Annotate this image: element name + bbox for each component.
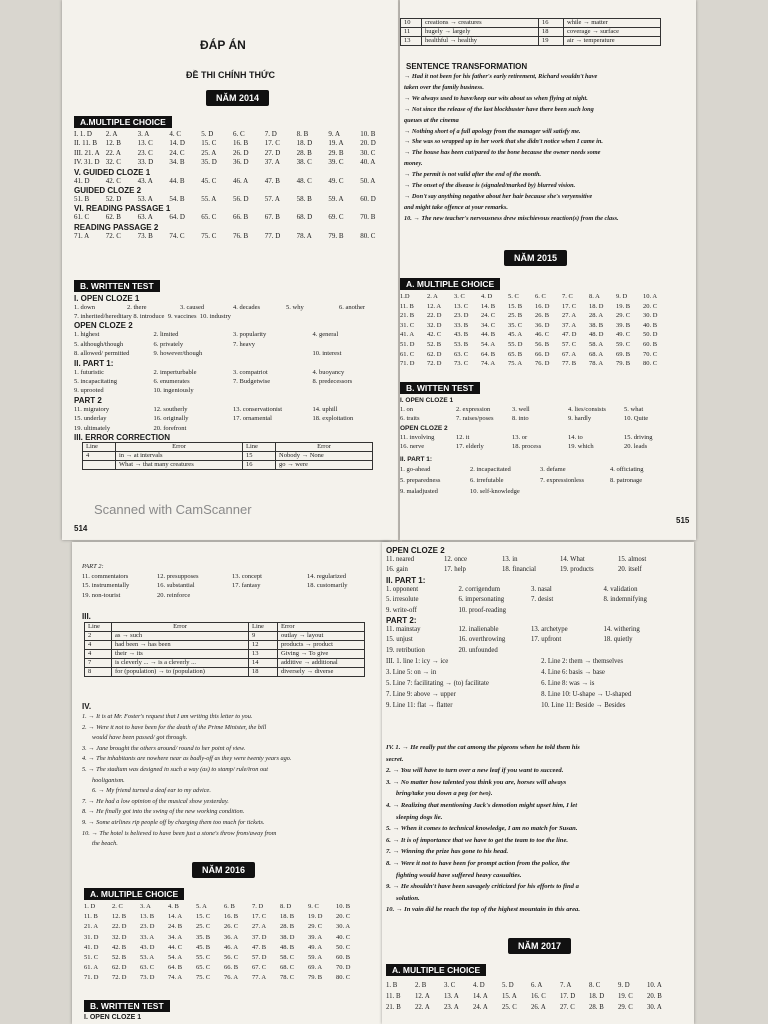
section-label: READING PASSAGE 2 bbox=[74, 222, 159, 232]
answer-row: 5. Line 7: facilitating → (to) facilitate 6. Line 8: was → is bbox=[386, 680, 595, 688]
year-badge-2016: NĂM 2016 bbox=[192, 862, 255, 878]
error-correction-table bbox=[84, 622, 365, 677]
written-test-header-2015: B. WITTEN TEST bbox=[400, 382, 480, 394]
written-test-header-2014: B. WRITTEN TEST bbox=[74, 280, 160, 292]
answer-line: hooliganism. bbox=[92, 776, 125, 784]
answer-row: 41. D 42. C 43. A 44. B 45. C 46. A 47. B 48. C 49. C 50. A bbox=[74, 176, 376, 185]
year-badge-2014: NĂM 2014 bbox=[206, 90, 269, 106]
page-number: 514 bbox=[74, 524, 88, 533]
section-label: SENTENCE TRANSFORMATION bbox=[406, 62, 528, 71]
mc-answers-2016 bbox=[84, 902, 364, 984]
answer-line: → Nothing short of a full apology from the manager will satisfy me. bbox=[404, 127, 581, 135]
answer-line: 5. → When it comes to technical knowledge, I am no match for Susan. bbox=[386, 825, 578, 833]
answer-line: 7. → He had a low opinion of the musical show yesterday. bbox=[82, 797, 229, 805]
answer-row: 3. Line 5: on → in 4. Line 6: basis → base bbox=[386, 669, 605, 677]
answer-row: 15. unjust 16. overthrowing 17. upfront 18. quietly bbox=[386, 636, 633, 644]
answer-line: 10. → The new teacher's nervousness drew mischievous reaction(s) from the class. bbox=[404, 214, 619, 222]
mc-header-2015: A. MULTIPLE CHOICE bbox=[400, 278, 500, 290]
table-row: 7 is cleverly ... → is a cleverly ... 14 additive → additional bbox=[85, 659, 365, 668]
answer-row: 16. nerve 17. elderly 18. process 19. which 20. leads bbox=[400, 443, 648, 451]
answer-line: 5. → The stadium was designed in such a way (as) to stamp/ rule/iron out bbox=[82, 765, 269, 773]
answer-row: 5. although/though 6. privately 7. heavy bbox=[74, 340, 256, 348]
section-label: OPEN CLOZE 2 bbox=[74, 321, 133, 331]
answer-row: 6. traits 7. raises/poses 8. into 9. hardly 10. Quite bbox=[400, 415, 649, 423]
answer-row: 11. B 12. B 13. B 14. A 15. C 16. B 17. C 18. B 19. D 20. C bbox=[84, 913, 351, 921]
answer-line: 3. → Jane brought the others around/ round to her point of view. bbox=[82, 744, 246, 752]
answer-line: sleeping dogs lie. bbox=[396, 813, 443, 821]
answer-line: money. bbox=[404, 160, 423, 168]
section-label: PART 2 bbox=[74, 395, 102, 405]
answer-row: 51. C 52. B 53. A 54. A 55. C 56. C 57. D 58. C 59. A 60. B bbox=[84, 954, 351, 962]
section-label: OPEN CLOZE 2 bbox=[400, 424, 448, 432]
answer-line: → The house has been cut/pared to the bone because the owner needs some bbox=[404, 149, 601, 157]
answer-line: 8. → Were it not to have been for prompt action from the police, the bbox=[386, 859, 570, 867]
sentence-transformation-answers bbox=[82, 712, 292, 850]
answer-line: → We always used to have/keep our wits about us when flying at night. bbox=[404, 94, 588, 102]
answer-row: 61. C 62. B 63. A 64. D 65. C 66. B 67. B 68. D 69. C 70. B bbox=[74, 213, 376, 222]
answer-row: 31. C 32. D 33. B 34. C 35. C 36. D 37. A 38. B 39. B 40. B bbox=[400, 321, 658, 329]
answer-title: ĐÁP ÁN bbox=[200, 38, 246, 52]
answer-row: 1. go-ahead 2. incapacitated 3. defame 4. officiating bbox=[400, 466, 644, 474]
official-exam-subtitle: ĐỀ THI CHÍNH THỨC bbox=[186, 70, 275, 80]
answer-line: → She was so wrapped up in her work that she didn't notice when I came in. bbox=[404, 138, 603, 146]
mc-answers-2015 bbox=[400, 292, 670, 369]
section-label: II. PART 1: bbox=[386, 575, 426, 585]
answer-row: 11. involving 12. it 13. or 14. to 15. driving bbox=[400, 433, 653, 441]
answer-row: 7. inherited/hereditary 8. introduce 9. vaccines 10. industry bbox=[74, 313, 231, 321]
mc-answers-2017 bbox=[386, 980, 676, 1013]
section-label: PART 2: bbox=[82, 563, 104, 570]
answer-line: the beach. bbox=[92, 840, 118, 848]
section-label: PART 2: bbox=[386, 616, 417, 626]
answer-row: 11. migratory 12. southerly 13. conservationist 14. uphill bbox=[74, 405, 338, 413]
answer-line: 10. → In vain did he reach the top of the highest mountain in this area. bbox=[386, 906, 580, 914]
written-test-header-2016: B. WRITTEN TEST bbox=[84, 1000, 170, 1012]
part2-2015 bbox=[82, 562, 382, 600]
answer-line: 9. → He shouldn't have been savagely criticized for his efforts to find a bbox=[386, 883, 579, 891]
answer-line: secret. bbox=[386, 755, 404, 763]
answer-row: IV. 31. D 32. C 33. D 34. B 35. D 36. D 37. A 38. C 39. C 40. A bbox=[74, 158, 376, 167]
page-515 bbox=[400, 0, 696, 540]
section-label: V. GUIDED CLOZE 1 bbox=[74, 167, 151, 177]
answer-row: 1. futuristic 2. imperturbable 3. compatriot 4. buoyancy bbox=[74, 368, 345, 376]
answer-line: 4. → Realizing that mentioning Jack's demotion might upset him, I let bbox=[386, 801, 578, 809]
answer-line: 4. → The inhabitants are nowhere near as badly-off as they were twenty years ago. bbox=[82, 755, 292, 763]
answer-line: bring/take you down a peg (or two). bbox=[396, 790, 493, 798]
table-header-row: Line Error Line Error bbox=[85, 623, 365, 632]
answer-line: 1. → It is at Mr. Foster's request that I am writing this letter to you. bbox=[82, 713, 253, 720]
answer-row: 19. non-tourist 20. reinforce bbox=[82, 591, 191, 599]
answer-row: 1. D 2. C 3. A 4. B 5. A 6. B 7. D 8. D 9. C 10. B bbox=[84, 903, 351, 910]
answer-row: 1. down 2. there 3. caused 4. decades 5. why 6. another bbox=[74, 304, 365, 311]
answer-row: 19. ultimately 20. forefront bbox=[74, 424, 187, 432]
answer-row: 61. C 62. D 63. C 64. B 65. B 66. D 67. A 68. A 69. B 70. C bbox=[400, 350, 658, 358]
answer-row: 9. Line 11: flat → flatter 10. Line 11: Beside → Besides bbox=[386, 702, 626, 710]
answer-row: 1. highest 2. limited 3. popularity 4. general bbox=[74, 331, 339, 339]
answer-line: 7. → Winning the prize has gone to his head. bbox=[386, 848, 509, 856]
page-lower-left bbox=[72, 542, 390, 1024]
year-badge-2015: NĂM 2015 bbox=[504, 250, 567, 266]
mc-header-2014: A.MULTIPLE CHOICE bbox=[74, 116, 172, 128]
mc-header-2017: A. MULTIPLE CHOICE bbox=[386, 964, 486, 976]
table-row: 10 creations → creatures 16 while → matter bbox=[401, 19, 661, 28]
written-test-2016 bbox=[386, 546, 676, 711]
answer-line: would have been passed/ got through. bbox=[92, 734, 188, 742]
answer-line: → The permit is not valid after the end of the month. bbox=[404, 171, 542, 179]
page-number: 515 bbox=[676, 516, 690, 525]
answer-line: queues at the cinema bbox=[404, 116, 459, 124]
written-test-2015 bbox=[400, 396, 680, 497]
answer-row: 5. incapacitating 6. enumerates 7. Budgetwise 8. predecessors bbox=[74, 378, 353, 386]
answer-row: 9. write-off 10. proof-reading bbox=[386, 606, 507, 614]
section-label: I. OPEN CLOZE 1 bbox=[400, 397, 454, 404]
answer-line: 2. → Were it not to have been for the death of the Prime Minister, the bill bbox=[82, 723, 267, 731]
section-label: II. PART 1: bbox=[400, 456, 433, 464]
answer-line: fighting would have suffered heavy casualties. bbox=[396, 871, 522, 879]
answer-row: 11. mainstay 12. inalienable 13. archetype 14. withering bbox=[386, 626, 640, 634]
answer-row: 21. A 22. D 23. D 24. B 25. C 26. C 27. A 28. B 29. C 30. A bbox=[84, 923, 351, 931]
page-514 bbox=[62, 0, 400, 540]
answer-row: 61. A 62. D 63. C 64. B 65. C 66. B 67. C 68. C 69. A 70. D bbox=[84, 964, 351, 972]
answer-row: 1. on 2. expression 3. well 4. lies/consists 5. what bbox=[400, 406, 644, 414]
year-badge-2017: NĂM 2017 bbox=[508, 938, 571, 954]
answer-row: III. 21. A 22. A 23. C 24. C 25. A 26. D 27. D 28. B 29. B 30. C bbox=[74, 148, 376, 157]
answer-line: → Had it not been for his father's early retirement, Richard wouldn't have bbox=[404, 73, 598, 80]
error-correction-table-continued bbox=[400, 18, 661, 46]
answer-line: 2. → You will have to turn over a new leaf if you want to succeed. bbox=[386, 767, 564, 775]
answer-row: 21. B 22. A 23. A 24. A 25. C 26. A 27. C 28. B 29. C 30. A bbox=[386, 1004, 662, 1011]
section-label: III. ERROR CORRECTION bbox=[74, 433, 171, 443]
answer-row: 31. D 32. D 33. A 34. A 35. B 36. A 37. D 38. D 39. A 40. C bbox=[84, 933, 351, 941]
answer-row: I. 1. D 2. A 3. A 4. C 5. D 6. C 7. D 8. B 9. A 10. B bbox=[74, 130, 376, 138]
section-label: II. PART 1: bbox=[74, 358, 114, 368]
table-row: 13 healthful → healthy 19 air → temperature bbox=[401, 37, 661, 46]
answer-line: 8. → He finally got into the swing of the new working condition. bbox=[82, 808, 245, 816]
answer-row: 15. underlay 16. originally 17. ornamental 18. exploitation bbox=[74, 415, 354, 423]
answer-row: 71. A 72. C 73. B 74. C 75. C 76. B 77. D 78. A 79. B 80. C bbox=[74, 231, 376, 240]
answer-line: → The onset of the disease is (signaled/marked by) blurred vision. bbox=[404, 182, 576, 190]
answer-row: 41. D 42. B 43. D 44. C 45. B 46. A 47. B 48. B 49. A 50. C bbox=[84, 943, 351, 951]
sentence-transformation-answers bbox=[404, 72, 619, 225]
answer-line: 6. → My friend turned a deaf ear to my advice. bbox=[92, 787, 211, 795]
answer-line: → Not since the release of the last blockbuster have there been such long bbox=[404, 105, 594, 113]
answer-row: 1. opponent 2. corrigendum 3. nasal 4. validation bbox=[386, 585, 638, 593]
answer-row: 8. allowed/ permitted 9. however/though 10. interest bbox=[74, 350, 342, 358]
answer-row: 11. neared 12. once 13. in 14. What 15. almost bbox=[386, 556, 647, 563]
answer-line: solution. bbox=[396, 894, 420, 902]
answer-line: 3. → No matter how talented you think you are, horses will always bbox=[386, 778, 567, 786]
section-label: III. bbox=[82, 612, 91, 621]
section-label: IV. bbox=[82, 702, 92, 711]
answer-row: 5. irresolute 6. impersonating 7. desist 8. indemnifying bbox=[386, 596, 647, 604]
section-label: OPEN CLOZE 2 bbox=[386, 546, 445, 555]
answer-row: 1. B 2. B 3. C 4. D 5. D 6. A 7. A 8. C 9. D 10. A bbox=[386, 982, 662, 989]
answer-line: 9. → Some airlines rip people off by charging them too much for tickets. bbox=[82, 818, 265, 826]
answer-row: 9. maladjusted 10. self-knowledge bbox=[400, 488, 520, 496]
section-label: I. OPEN CLOZE 1 bbox=[84, 1014, 142, 1021]
mc-answers-2014 bbox=[74, 130, 392, 241]
answer-row: 9. uprooted 10. ingeniously bbox=[74, 387, 194, 395]
answer-line: 10. → The hotel is believed to have been just a stone's throw from/away from bbox=[82, 829, 277, 837]
answer-line: taken over the family business. bbox=[404, 83, 484, 91]
table-header-row: Line Error Line Error bbox=[83, 443, 373, 452]
table-row: 11 hugely → largely 18 coverage → surface bbox=[401, 28, 661, 37]
answer-row: 15. instrumentally 16. substantial 17. fantasy 18. customarily bbox=[82, 582, 348, 590]
section-label: VI. READING PASSAGE 1 bbox=[74, 204, 171, 214]
answer-row: II. 11. B 12. B 13. C 14. D 15. C 16. B 17. C 18. D 19. A 20. D bbox=[74, 139, 376, 148]
answer-row: 41. A 42. C 43. B 44. B 45. A 46. C 47. D 48. D 49. C 50. D bbox=[400, 331, 658, 339]
answer-row: 16. gain 17. help 18. financial 19. products 20. itself bbox=[386, 566, 642, 574]
error-correction-table bbox=[82, 442, 373, 470]
table-row: 4 their → its 13 Giving → To give bbox=[85, 650, 365, 659]
answer-row: 11. B 12. A 13. C 14. B 15. B 16. D 17. C 18. D 19. B 20. C bbox=[400, 302, 658, 310]
table-row: 4 had been → has been 12 products → product bbox=[85, 641, 365, 650]
answer-row: 71. D 72. D 73. D 74. A 75. C 76. A 77. A 78. C 79. B 80. C bbox=[84, 974, 351, 982]
table-row: 4 in → at intervals 15 Nobody → None bbox=[83, 452, 373, 461]
answer-row: III. 1. line 1: icy → ice 2. Line 2: them → themselves bbox=[386, 658, 624, 666]
table-row: 2 as → such 9 outlay → layout bbox=[85, 632, 365, 641]
answer-row: 51. D 52. B 53. B 54. A 55. D 56. B 57. C 58. A 59. C 60. B bbox=[400, 340, 658, 348]
section-label: GUIDED CLOZE 2 bbox=[74, 186, 142, 196]
answer-line: 6. → It is of importance that we have to get the team to toe the line. bbox=[386, 836, 569, 844]
table-row: What → that many creatures 16 go → were bbox=[83, 461, 373, 470]
answer-line: and might take offence at your remarks. bbox=[404, 203, 508, 211]
answer-row: 7. Line 9: above → upper 8. Line 10: U-shape → U-shaped bbox=[386, 691, 632, 699]
sentence-transformation-answers bbox=[386, 742, 580, 916]
answer-line: IV. 1. → He really put the cat among the pigeons when he told them his bbox=[386, 744, 580, 751]
answer-row: 51. B 52. D 53. A 54. B 55. A 56. D 57. A 58. B 59. A 60. D bbox=[74, 195, 376, 204]
answer-row: 19. retribution 20. unfounded bbox=[386, 646, 498, 654]
answer-row: 11. commentators 12. presupposes 13. concept 14. regularized bbox=[82, 572, 346, 580]
written-test-2014 bbox=[74, 294, 392, 470]
mc-header-2016: A. MULTIPLE CHOICE bbox=[84, 888, 184, 900]
scanner-watermark: Scanned with CamScanner bbox=[94, 502, 252, 517]
page-lower-right bbox=[382, 542, 694, 1024]
answer-row: 71. D 72. D 73. C 74. A 75. A 76. D 77. B 78. A 79. B 80. C bbox=[400, 360, 658, 368]
answer-row: 5. preparedness 6. irrefutable 7. expressionless 8. patronage bbox=[400, 477, 643, 485]
table-row: 8 for (population) → to (population) 18 diversely → diverse bbox=[85, 668, 365, 677]
answer-line: → Don't say anything negative about her hair because she's veryensitive bbox=[404, 192, 593, 200]
answer-row: 21. B 22. D 23. D 24. C 25. B 26. B 27. A 28. A 29. C 30. D bbox=[400, 312, 658, 320]
answer-row: 1.D 2. A 3. C 4. D 5. C 6. C 7. C 8. A 9. D 10. A bbox=[400, 293, 658, 300]
section-label: I. OPEN CLOZE 1 bbox=[74, 294, 140, 303]
answer-row: 11. B 12. A 13. A 14. A 15. A 16. C 17. D 18. D 19. C 20. B bbox=[386, 993, 662, 1000]
